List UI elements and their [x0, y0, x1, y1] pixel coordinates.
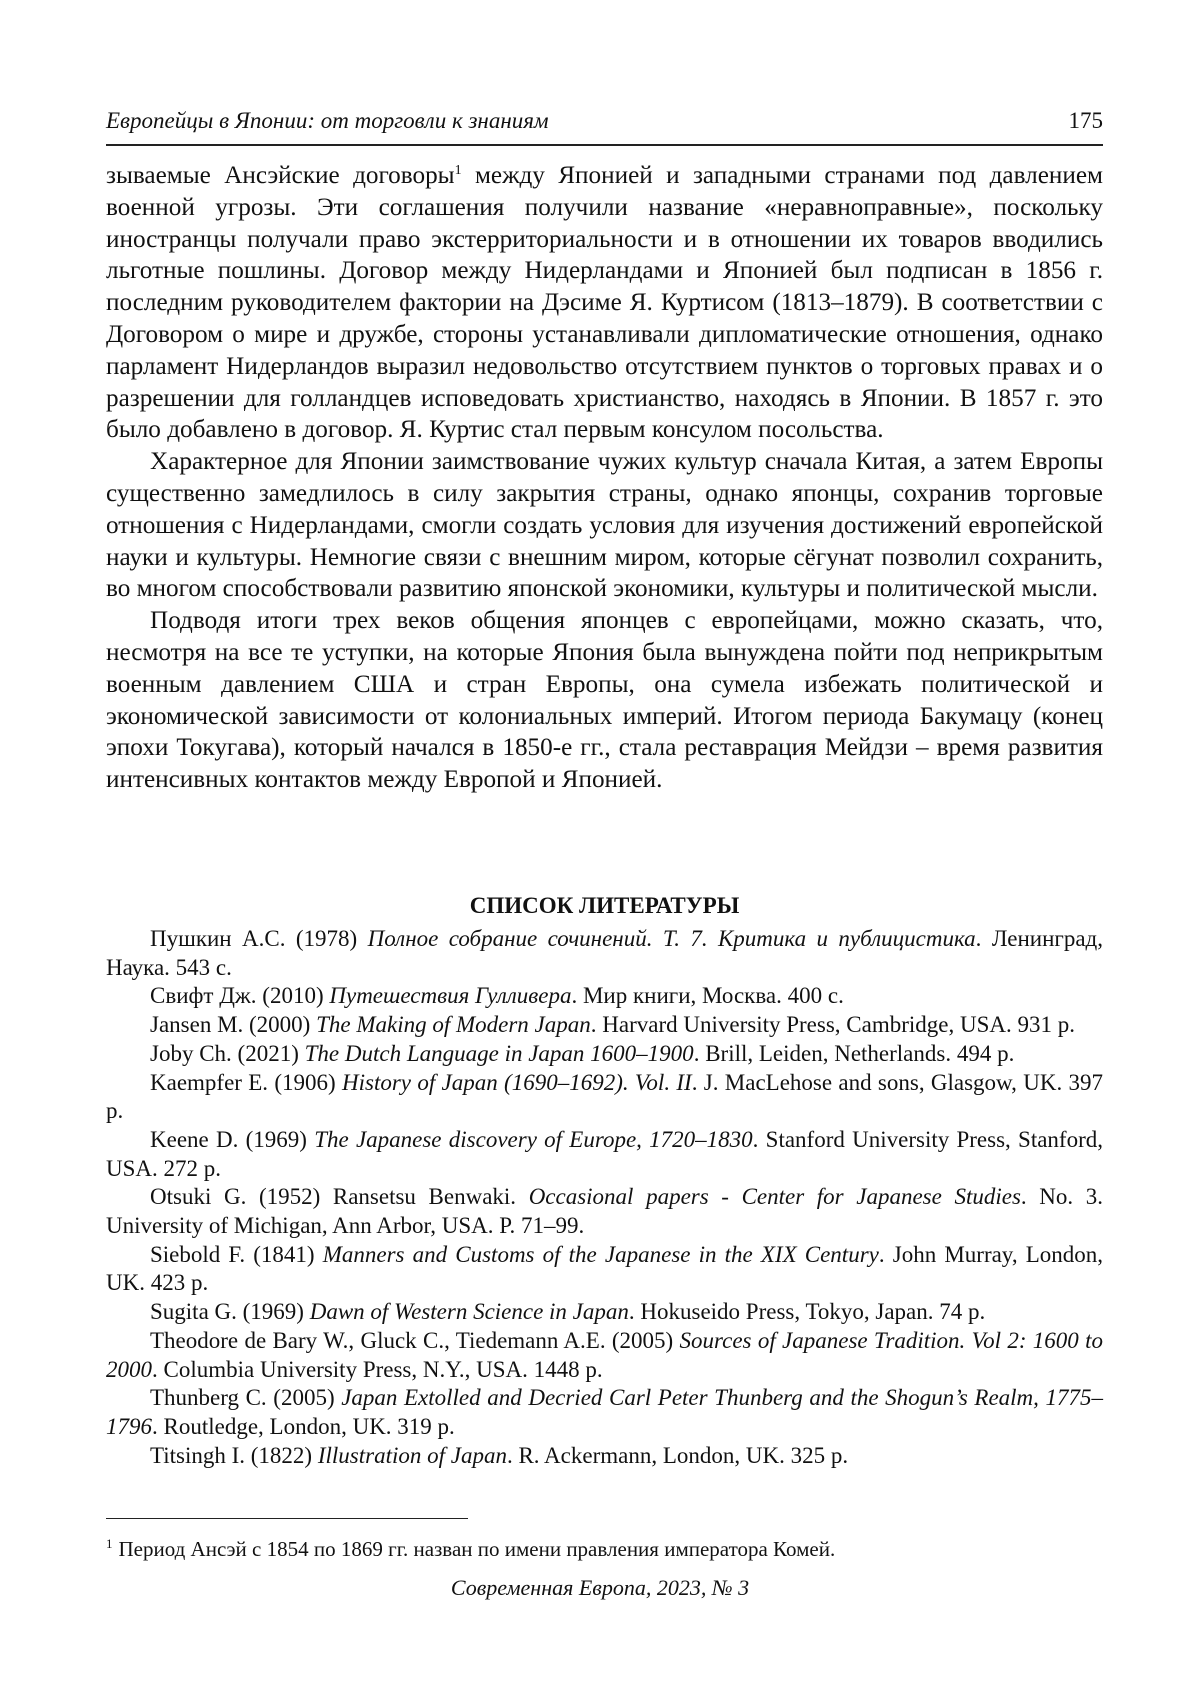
reference-details: . Hokuseido Press, Tokyo, Japan. 74 p. — [628, 1299, 986, 1325]
reference-authors: Jansen M. (2000) — [150, 1012, 317, 1038]
running-title: Европейцы в Японии: от торговли к знаниям — [106, 108, 549, 133]
references-list — [106, 925, 1103, 1470]
footnote-text: Период Ансэй с 1854 по 1869 гг. назван по имени правления императора Комей. — [118, 1537, 836, 1561]
reference-title: Manners and Customs of the Japanese in the XIX Century — [322, 1241, 879, 1267]
reference-item — [106, 1011, 1103, 1040]
reference-title: History of Japan (1690–1692). Vol. II — [342, 1069, 692, 1095]
paragraph-3: Подводя итоги трех веков общения японцев с европейцами, можно сказать, что, несмотря на все те уступки, на которые Япония была вынуждена пойти под неприкрытым военным давлением США и стран Европы, она сумела избежать политической и экономической зависимости от колониальных империй. Итогом периода Бакумацу (конец эпохи Токугава), который начался в 1850-е гг., стала реставрация Мейдзи – время развития интенсивных контактов между Европой и Японией. — [106, 607, 1103, 794]
reference-authors: Joby Ch. (2021) — [150, 1040, 305, 1066]
paragraph-1-start: зываемые Ансэйские договоры — [106, 162, 455, 189]
paragraph-1-rest: между Японией и западными странами под давлением военной угрозы. Эти соглашения получили название «неравноправные», поскольку иностранцы получали право экстерриториальности и в отношении их товаров вводились льготные пошлины. Договор между Нидерландами и Японией был подписан в 1856 г. последним руководителем фактории на Дэсиме Я. Куртисом (1813–1879). В соответствии с Договором о мире и дружбе, стороны устанавливали дипломатические отношения, однако парламент Нидерландов выразил недовольство отсутствием пунктов о торговых правах и о разрешении для голландцев исповедовать христианство, находясь в Японии. В 1857 г. это было добавлено в договор. Я. Куртис стал первым консулом посольства. — [106, 162, 1103, 444]
reference-title: Occasional papers - Center for Japanese Studies — [528, 1184, 1021, 1210]
page-number: 175 — [1068, 108, 1103, 133]
footnote-marker[interactable]: 1 — [454, 163, 462, 178]
reference-item — [106, 1241, 1103, 1298]
footnote-number: 1 — [106, 1536, 113, 1551]
journal-footer: Современная Европа, 2023, № 3 — [450, 1575, 750, 1600]
reference-title: The Japanese discovery of Europe, 1720–1830 — [314, 1126, 753, 1152]
reference-title: The Making of Modern Japan — [316, 1012, 591, 1038]
reference-title: Illustration of Japan — [317, 1442, 507, 1468]
reference-details: . Мир книги, Москва. 400 с. — [571, 983, 844, 1009]
reference-details: . John Murray, London, UK. 423 p. — [106, 1241, 1103, 1296]
reference-title: The Dutch Language in Japan 1600–1900 — [304, 1040, 694, 1066]
reference-item — [106, 925, 1103, 982]
reference-details: . Routledge, London, UK. 319 p. — [152, 1413, 455, 1439]
reference-title: Sources of Japanese Tradition. Vol 2: 1600 to 2000 — [106, 1327, 1104, 1382]
reference-title: Japan Extolled and Decried Carl Peter Thunberg and the Shogun’s Realm, 1775–1796 — [106, 1385, 1103, 1439]
reference-item — [106, 1327, 1103, 1384]
reference-authors: Kaempfer E. (1906) — [150, 1069, 343, 1095]
reference-title: Dawn of Western Science in Japan — [309, 1299, 629, 1325]
paragraph-2: Характерное для Японии заимствование чужих культур сначала Китая, а затем Европы существенно замедлилось в силу закрытия страны, однако японцы, сохранив торговые отношения с Нидерландами, смогли создать условия для изучения достижений европейской науки и культуры. Немногие связи с внешним миром, которые сёгунат позволил сохранить, во многом способствовали развитию японской экономики, культуры и политической мысли. — [106, 448, 1103, 603]
paragraph-1 — [106, 160, 1103, 446]
reference-authors: Пушкин А.С. (1978) — [150, 926, 368, 951]
reference-title: Путешествия Гулливера — [329, 983, 572, 1009]
reference-item — [106, 1040, 1103, 1069]
reference-details: . Columbia University Press, N.Y., USA. 1448 p. — [152, 1356, 603, 1382]
reference-authors: Titsingh I. (1822) — [150, 1442, 318, 1468]
reference-details: . No. 3. University of Michigan, Ann Arbor, USA. P. 71–99. — [106, 1184, 1103, 1239]
reference-item — [106, 1069, 1103, 1126]
reference-title: Полное собрание сочинений. Т. 7. Критика и публицистика — [367, 926, 976, 951]
footnote — [106, 1535, 1103, 1563]
reference-details: . Stanford University Press, Stanford, USA. 272 p. — [106, 1126, 1103, 1181]
reference-authors: Sugita G. (1969) — [150, 1299, 310, 1325]
reference-authors: Keene D. (1969) — [150, 1126, 315, 1152]
reference-item — [106, 982, 1103, 1011]
reference-details: . Harvard University Press, Cambridge, USA. 931 p. — [590, 1012, 1075, 1038]
reference-item — [106, 1126, 1103, 1183]
footnote-divider — [106, 1518, 468, 1519]
reference-item — [106, 1442, 1103, 1471]
references-title: СПИСОК ЛИТЕРАТУРЫ — [469, 893, 740, 918]
reference-item — [106, 1183, 1103, 1240]
reference-authors: Siebold F. (1841) — [150, 1241, 323, 1267]
reference-item — [106, 1384, 1103, 1441]
reference-details: . Ленинград, Наука. 543 с. — [106, 926, 1103, 980]
body-text — [106, 160, 1103, 796]
reference-details: . R. Ackermann, London, UK. 325 p. — [506, 1442, 849, 1468]
reference-details: . J. MacLehose and sons, Glasgow, UK. 397 p. — [106, 1069, 1104, 1124]
reference-details: . Brill, Leiden, Netherlands. 494 p. — [693, 1040, 1015, 1066]
reference-authors: Thunberg C. (2005) — [150, 1385, 342, 1411]
reference-item — [106, 1298, 1103, 1327]
running-header — [106, 108, 1103, 146]
reference-authors: Свифт Дж. (2010) — [150, 983, 330, 1009]
reference-authors: Theodore de Bary W., Gluck C., Tiedemann A.E. (2005) — [150, 1327, 680, 1353]
reference-authors: Otsuki G. (1952) Ransetsu Benwaki. — [150, 1184, 529, 1210]
